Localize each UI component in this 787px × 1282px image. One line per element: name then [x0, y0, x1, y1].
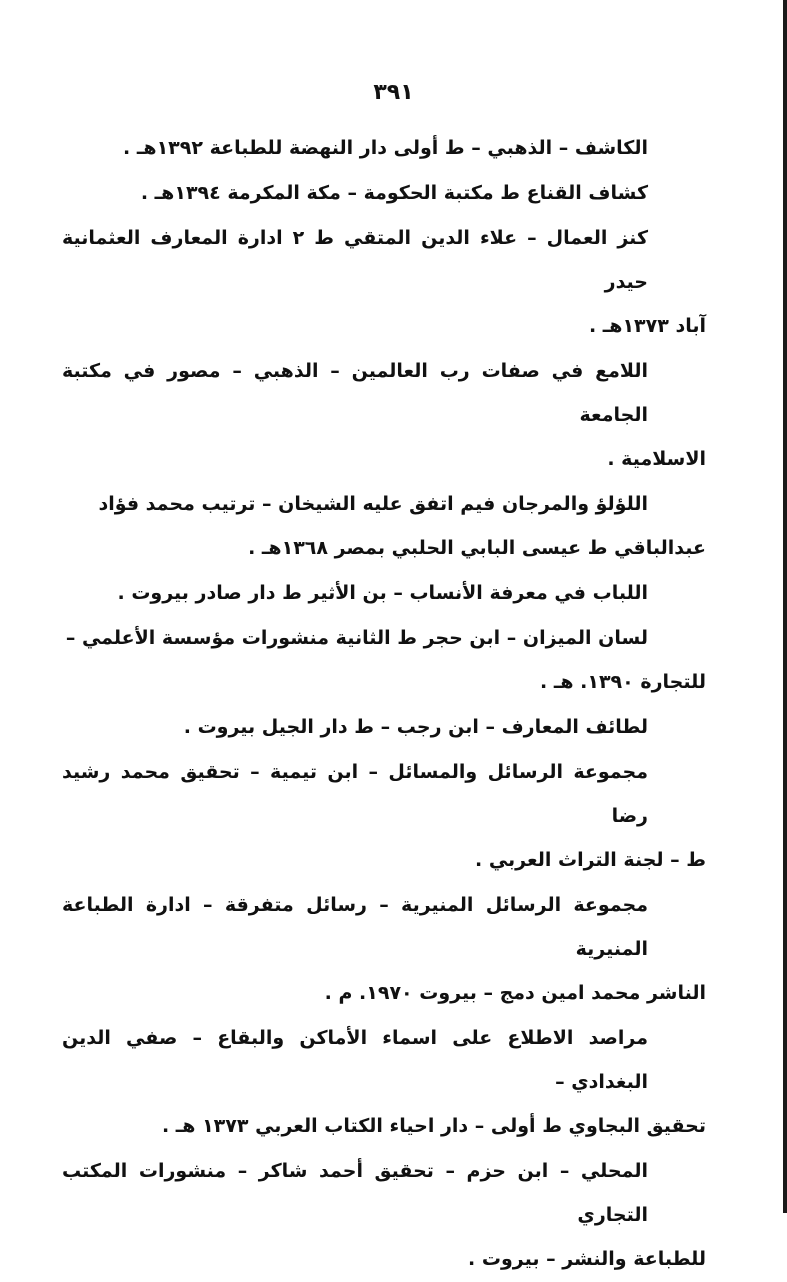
entry-line: اللامع في صفات رب العالمين – الذهبي – مصور في مكتبة الجامعة	[62, 360, 648, 426]
entry-line: ط – لجنة التراث العربي .	[474, 849, 706, 871]
entry-line: مجموعة الرسائل والمسائل – ابن تيمية – تحقيق محمد رشيد رضا	[62, 761, 648, 827]
entry-line: كنز العمال – علاء الدين المتقي ط ٢ ادارة المعارف العثمانية حيدر	[62, 227, 648, 293]
entry-line: للطباعة والنشر – بيروت .	[468, 1248, 706, 1270]
bibliography-entry	[62, 126, 706, 170]
entry-line: لطائف المعارف – ابن رجب – ط دار الجيل بيروت .	[183, 716, 648, 738]
page-edge	[783, 0, 787, 1213]
bibliography-entry	[62, 750, 706, 882]
entry-line: تحقيق البجاوي ط أولى – دار احياء الكتاب العربي ١٣٧٣ هـ .	[161, 1115, 706, 1137]
entry-line: الاسلامية .	[607, 448, 706, 470]
entry-line: كشاف القناع ط مكتبة الحكومة – مكة المكرمة ١٣٩٤هـ .	[140, 182, 648, 204]
bibliography-entry	[62, 349, 706, 481]
entry-line: للتجارة ١٣٩٠. هـ .	[540, 671, 706, 693]
entry-line: الناشر محمد امين دمج – بيروت ١٩٧٠. م .	[324, 982, 706, 1004]
bibliography-entry	[62, 616, 706, 704]
bibliography-entry	[62, 1149, 706, 1281]
bibliography-entry	[62, 883, 706, 1015]
bibliography-entry	[62, 1016, 706, 1148]
entry-line: عبدالباقي ط عيسى البابي الحلبي بمصر ١٣٦٨هـ .	[248, 537, 706, 559]
bibliography-entry	[62, 171, 706, 215]
entry-line: آباد ١٣٧٣هـ .	[588, 315, 706, 337]
entry-line: مراصد الاطلاع على اسماء الأماكن والبقاع – صفي الدين البغدادي –	[62, 1027, 648, 1093]
bibliography-entry	[62, 482, 706, 570]
entry-line: اللؤلؤ والمرجان فيم اتفق عليه الشيخان – ترتيب محمد فؤاد	[98, 493, 648, 515]
entry-line: الكاشف – الذهبي – ط أولى دار النهضة للطباعة ١٣٩٢هـ .	[123, 137, 648, 159]
bibliography-list	[62, 126, 706, 1282]
entry-line: المحلي – ابن حزم – تحقيق أحمد شاكر – منشورات المكتب التجاري	[62, 1160, 648, 1226]
bibliography-entry	[62, 571, 706, 615]
entry-line: مجموعة الرسائل المنيرية – رسائل متفرقة – ادارة الطباعة المنيرية	[62, 894, 648, 960]
entry-line: اللباب في معرفة الأنساب – بن الأثير ط دار صادر بيروت .	[117, 582, 648, 604]
bibliography-entry	[62, 705, 706, 749]
entry-line: لسان الميزان – ابن حجر ط الثانية منشورات مؤسسة الأعلمي –	[65, 627, 648, 649]
bibliography-entry	[62, 216, 706, 348]
page-number: ٣٩١	[373, 80, 414, 105]
